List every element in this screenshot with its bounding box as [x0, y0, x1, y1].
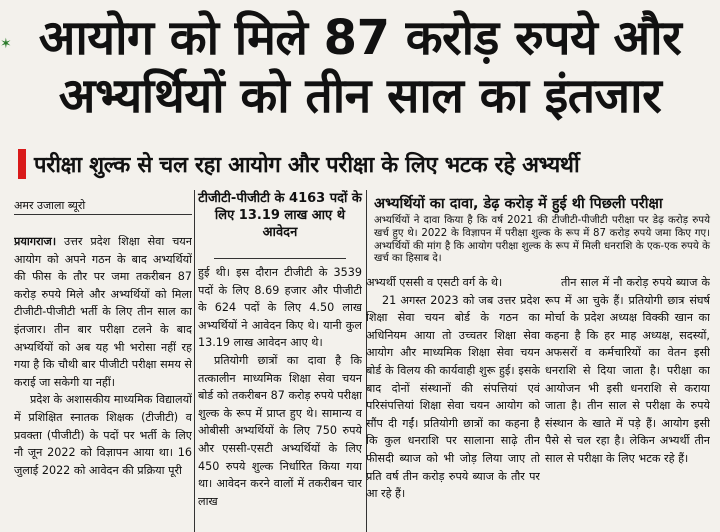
column-1	[14, 233, 192, 532]
column-1-para-1	[14, 233, 192, 391]
column-2-para-1: हुई थी। इस दौरान टीजीटी के 3539 पदों के लिए 8.69 हजार और पीजीटी के 624 पदों के लिए 4.50 लाख अभ्यर्थियों ने आवेदन किए थे। यानी कुल 13.19 लाख आवेदन आए थे।	[198, 266, 362, 350]
subheadline-red-bar	[18, 149, 26, 179]
column-3	[366, 274, 540, 532]
headline-line-2: अभ्यर्थियों को तीन साल का इंतजार	[58, 68, 662, 124]
column-4	[545, 274, 710, 532]
column-3-para-2: 21 अगस्त 2023 को जब उत्तर प्रदेश शिक्षा सेवा चयन बोर्ड के गठन का अधिनियम आया तो उच्चतर शिक्षा सेवा आयोग और माध्यमिक शिक्षा सेवा चयन बोर्ड के विलय की कार्यवाही शुरू हुई। इसके बाद दोनों संस्थानों की संपत्तियां एवं परिसंपत्तियां शिक्षा सेवा चयन आयोग को सौंप दी गईं। प्रतियोगी छात्रों का कहना है कि कुल धनराशि पर सालाना साढ़े तीन फीसदी ब्याज को भी जोड़ लिया जाए तो प्रति वर्ष तीन करोड़ रुपये ब्याज के तौर पर आ रहे हैं।	[366, 293, 540, 501]
column-2-para-2: प्रतियोगी छात्रों का दावा है कि तत्कालीन माध्यमिक शिक्षा सेवा चयन बोर्ड को तकरीबन 87 करोड़ रुपये परीक्षा शुल्क के रूप में प्राप्त हुए थे। सामान्य व ओबीसी अभ्यर्थियों के लिए 750 रुपये और एससी-एसटी अभ्यर्थियों के लिए 450 रुपये शुल्क निर्धारित किया गया था। आवेदन करने वालों में तकरीबन चार लाख	[198, 353, 362, 508]
byline-rule	[14, 214, 192, 215]
box-heading-rule	[214, 258, 346, 259]
box-heading: टीजीटी-पीजीटी के 4163 पदों के लिए 13.19 लाख आए थे आवेदन	[198, 191, 362, 240]
column-2	[198, 264, 362, 532]
dateline-place: प्रयागराज।	[14, 235, 57, 248]
column-4-para-1: तीन साल में नौ करोड़ रुपये ब्याज के रूप में आ चुके हैं। प्रतियोगी छात्र संघर्ष मोर्चा के प्रदेश अध्यक्ष विक्की खान का कहना है कि हर माह अध्यक्ष, सदस्यों, अफसरों व कर्मचारियों का वेतन इसी धनराशि से दिया जाता है। परीक्षा का आयोजन भी इसी धनराशि से कराया जाता है। तीन साल से परीक्षा के रुपये संस्थान के खाते में पड़े हैं। आयोग इसी पैसे से चल रहा है। लेकिन अभ्यर्थी तीन साल से परीक्षा के लिए भटक रहे हैं।	[545, 276, 710, 465]
right-section-intro: अभ्यर्थियों ने दावा किया है कि वर्ष 2021 की टीजीटी-पीजीटी परीक्षा पर डेढ़ करोड़ रुपये खर्च हुए थे। 2022 के विज्ञापन में परीक्षा शुल्क के रूप में 87 करोड़ रुपये जमा किए गए। अभ्यर्थियों की मांग है कि आयोग परीक्षा शुल्क के रूप में मिली धनराशि के एक-एक रुपये के खर्च का हिसाब दे।	[374, 215, 710, 265]
column-1-para-2: प्रदेश के अशासकीय माध्यमिक विद्यालयों में प्रशिक्षित स्नातक शिक्षक (टीजीटी) व प्रवक्ता (पीजीटी) के पदों पर भर्ती के लिए नौ जून 2022 को विज्ञापन आया था। 16 जुलाई 2022 को आवेदन की प्रक्रिया पूरी	[14, 393, 192, 477]
right-section-heading: अभ्यर्थियों का दावा, डेढ़ करोड़ में हुई थी पिछली परीक्षा	[374, 196, 663, 212]
subheadline	[18, 148, 579, 180]
column-3-para-1: अभ्यर्थी एससी व एसटी वर्ग के थे।	[366, 276, 503, 289]
column-divider-1	[194, 190, 195, 532]
subheadline-text: परीक्षा शुल्क से चल रहा आयोग और परीक्षा के लिए भटक रहे अभ्यर्थी	[34, 153, 580, 178]
headline-line-1: आयोग को मिले 87 करोड़ रुपये और	[38, 10, 682, 66]
decorative-star-icon: ✶	[0, 36, 12, 52]
byline: अमर उजाला ब्यूरो	[14, 199, 86, 212]
column-1-text: उत्तर प्रदेश शिक्षा सेवा चयन आयोग को अपने गठन के बाद अभ्यर्थियों की फीस के तौर पर जमा तकरीबन 87 करोड़ रुपये मिले और अभ्यर्थियों को मिला टीजीटी-पीजीटी भर्ती के लिए तीन साल का इंतजार। तीन बार परीक्षा टलने के बाद अभ्यर्थियों को अब यह भी भरोसा नहीं रह गया है कि चौथी बार पीजीटी परीक्षा समय से कराई जा सकेगी या नहीं।	[14, 235, 192, 389]
